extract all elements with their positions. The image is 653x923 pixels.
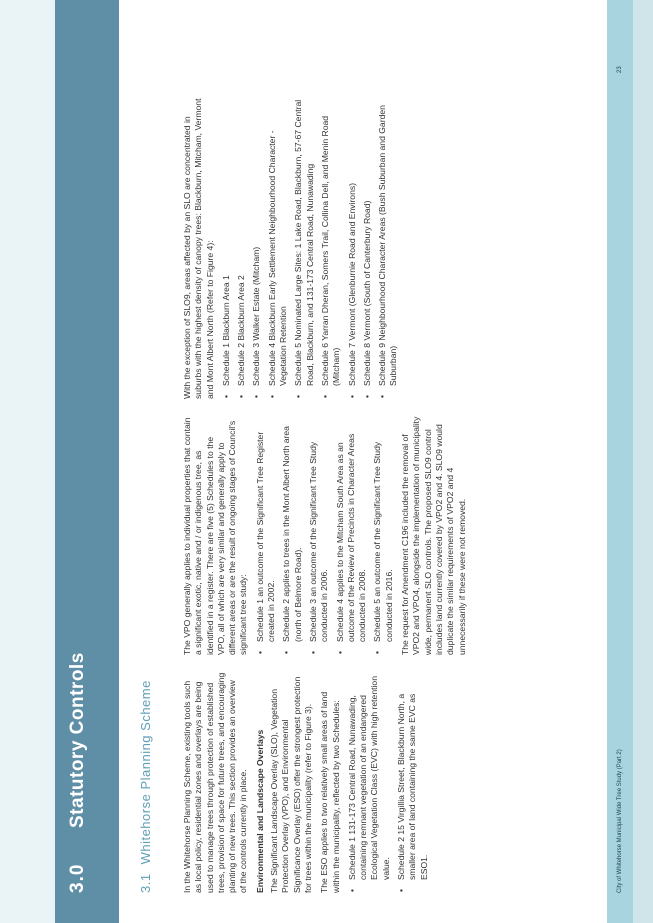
amendment-paragraph: The request for Amendment C196 included the removal of VPO2 and VPO4, alongside the implementation of municipality wide, permanent SLO controls. The proposed SLO9 control includes land currently covered by VPO2 and 4. SLO9 would duplicate the similar requirements of VPO2 and 4 unnecessarily if these were not removed. xyxy=(400,416,467,655)
list-item: • Schedule 8 Vermont (South of Canterbury Road) xyxy=(362,89,373,399)
vpo-paragraph: The VPO generally applies to individual properties that contain a significant exotic, native and / or indigenous tree, as identified in a register. There are five (5) Schedules to the VPO, all of which are very similar and generally apply to different areas or are the result of ongoing stages of Council's significant tree study: xyxy=(182,417,249,655)
overlays-paragraph: The Significant Landscape Overlay (SLO), Vegetation Protection Overlay (VPO), and Environmental Significance Overlay (ESO) offer the strongest protection for trees within the municipality (refer to Figure 3). xyxy=(269,676,313,893)
list-item: • Schedule 7 Vermont (Glenburnie Road and Environs) xyxy=(347,89,358,399)
slo-schedule-list xyxy=(221,89,400,399)
document-footer: City of Whitehorse Municipal Wide Tree Study (Part 2) xyxy=(617,749,623,893)
list-item: • Schedule 2 Blackburn Area 2 xyxy=(236,89,247,399)
eso-schedule-list xyxy=(347,671,430,893)
subsection-title: Whitehorse Planning Scheme xyxy=(138,680,153,865)
section-title: Statutory Controls xyxy=(67,652,88,828)
list-item: • Schedule 9 Neighbourhood Character Areas (Bush Suburban and Garden Suburban) xyxy=(377,89,400,399)
slo-paragraph: With the exception of SLO9, areas affected by an SLO are concentrated in suburbs with the highest density of canopy trees: Blackburn, Mitcham, Vermont and Mont Albert North (Refer to Figure 4): xyxy=(182,98,215,399)
list-item: • Schedule 2 15 Virgillia Street, Blackburn North, a smaller area of land containing the same EVC as ESO1. xyxy=(396,671,430,893)
eso-paragraph: The ESO applies to two relatively small areas of land within the municipality, reflected by two Schedules: xyxy=(319,691,341,893)
vpo-schedule-list xyxy=(255,415,395,655)
list-item: • Schedule 4 applies to the Mitcham South Area as an outcome of the Review of Precincts in Character Areas conducted in 2008. xyxy=(335,415,369,655)
text-column-1 xyxy=(182,671,435,893)
list-item: • Schedule 5 Nominated Large Sites: 1 Lake Road, Blackburn, 57-67 Central Road, Blackburn, and 131-173 Central Road, Nunawading xyxy=(293,89,316,399)
text-column-2 xyxy=(182,415,473,655)
list-item: • Schedule 3 an outcome of the Significant Tree Study conducted in 2006. xyxy=(308,415,331,655)
list-item: • Schedule 3 Walker Estate (Mitcham) xyxy=(251,89,262,399)
list-item: • Schedule 4 Blackburn Early Settlement Neighbourhood Character - Vegetation Retention xyxy=(267,89,290,399)
section-number: 3.0 xyxy=(67,863,88,893)
text-column-3 xyxy=(182,89,405,399)
section-header xyxy=(55,0,119,923)
list-item: • Schedule 1 131-173 Central Road, Nunawading, containing remnant vegetation of an endangered Ecological Vegetation Class (EVC) with high retention value. xyxy=(347,671,392,893)
overlays-heading: Environmental and Landscape Overlays xyxy=(254,729,265,893)
list-item: • Schedule 6 Yarran Dheran, Somers Trail, Collina Dell, and Menin Road (Mitcham) xyxy=(320,89,343,399)
subsection-heading xyxy=(138,680,153,893)
list-item: • Schedule 1 Blackburn Area 1 xyxy=(221,89,232,399)
list-item: • Schedule 5 an outcome of the Significant Tree Study conducted in 2016. xyxy=(372,415,395,655)
subsection-number: 3.1 xyxy=(138,873,153,893)
list-item: • Schedule 2 applies to trees in the Mont Albert North area (north of Belmore Road). xyxy=(281,415,304,655)
intro-paragraph: In the Whitehorse Planning Scheme, existing tools such as local policy, residential zones and overlays are being used to manage trees through protection of established trees, provision of space for future trees, and encouraging planting of new trees. This section provides an overview of the controls currently in place. xyxy=(182,672,249,893)
list-item: • Schedule 1 an outcome of the Significant Tree Register created in 2002. xyxy=(255,415,278,655)
page-number: 23 xyxy=(617,66,623,73)
